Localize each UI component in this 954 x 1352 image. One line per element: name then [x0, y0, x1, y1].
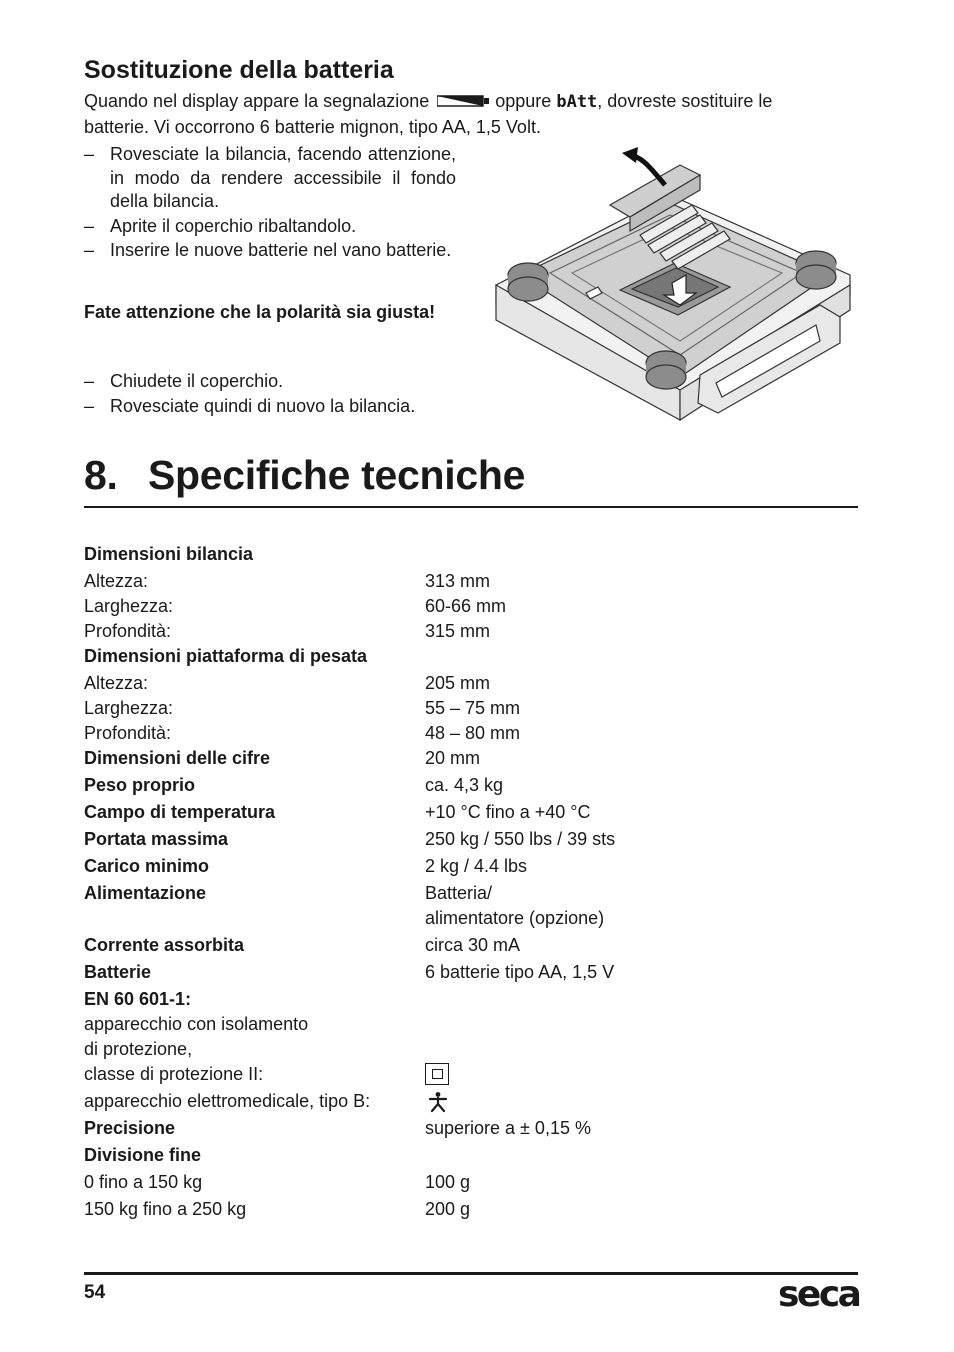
- spec-label: Batterie: [84, 962, 152, 982]
- spec-row: [84, 1116, 858, 1143]
- spec-value: 55 – 75 mm: [425, 698, 521, 718]
- spec-table: [84, 542, 858, 1224]
- spec-row: [84, 933, 858, 960]
- spec-row: [84, 594, 858, 619]
- spec-value: 205 mm: [425, 673, 491, 693]
- spec-row: [84, 721, 858, 746]
- spec-label: Precisione: [84, 1118, 176, 1138]
- intro-text-3: batterie. Vi occorrono 6 batterie mignon, tipo AA, 1,5 Volt.: [84, 117, 541, 137]
- spec-row: [84, 696, 858, 721]
- section-heading-battery: Sostituzione della batteria: [84, 56, 394, 84]
- spec-row: [84, 569, 858, 594]
- spec-label: EN 60 601-1:: [84, 989, 192, 1009]
- spec-row: [84, 1170, 858, 1197]
- spec-label: classe di protezione II:: [84, 1064, 264, 1084]
- seca-logo: seca: [778, 1274, 860, 1315]
- spec-label: Larghezza:: [84, 596, 174, 616]
- spec-value: circa 30 mA: [425, 935, 521, 955]
- spec-value: 250 kg / 550 lbs / 39 sts: [425, 829, 616, 849]
- spec-label: Portata massima: [84, 829, 229, 849]
- spec-value: 6 batterie tipo AA, 1,5 V: [425, 962, 615, 982]
- dash: –: [84, 396, 95, 416]
- spec-value: 60-66 mm: [425, 596, 507, 616]
- dash: –: [84, 144, 95, 164]
- spec-label: Altezza:: [84, 571, 149, 591]
- spec-value: 20 mm: [425, 748, 481, 768]
- spec-row: [84, 1089, 858, 1116]
- spec-group-label: Divisione fine: [84, 1145, 202, 1165]
- spec-row: [84, 881, 858, 933]
- spec-label: Alimentazione: [84, 883, 207, 903]
- list-item: [84, 369, 456, 394]
- spec-row: [84, 827, 858, 854]
- spec-row: [84, 671, 858, 696]
- batt-display-code: bAtt: [556, 92, 598, 112]
- spec-group-label: Dimensioni bilancia: [84, 544, 254, 564]
- list-item: [84, 143, 456, 214]
- battery-low-icon: [437, 94, 489, 108]
- spec-row: [84, 960, 858, 987]
- list-item: [84, 215, 456, 239]
- spec-value: 48 – 80 mm: [425, 723, 521, 743]
- footer-divider: [84, 1272, 858, 1275]
- section-title: Specifiche tecniche: [148, 452, 526, 498]
- spec-value: alimentatore (opzione): [425, 908, 605, 928]
- spec-group-label: Dimensioni piattaforma di pesata: [84, 646, 368, 666]
- spec-row: [84, 987, 858, 1012]
- spec-row: [84, 854, 858, 881]
- spec-value: Batteria/: [425, 883, 493, 903]
- spec-label: 0 fino a 150 kg: [84, 1172, 203, 1192]
- spec-row: [84, 542, 858, 569]
- spec-label: Dimensioni delle cifre: [84, 748, 271, 768]
- spec-label: di protezione,: [84, 1039, 193, 1059]
- step-text: Chiudete il coperchio.: [110, 371, 284, 391]
- spec-label: 150 kg fino a 250 kg: [84, 1199, 247, 1219]
- spec-label: Larghezza:: [84, 698, 174, 718]
- spec-label: Peso proprio: [84, 775, 196, 795]
- spec-row: [84, 644, 858, 671]
- page-number: 54: [84, 1282, 106, 1303]
- list-item: [84, 239, 456, 263]
- spec-label: Carico minimo: [84, 856, 210, 876]
- step-text: Rovesciate la bilancia, facendo attenzione, in modo da rendere accessibile il fondo della bilancia.: [110, 144, 456, 211]
- step-text: Inserire le nuove batterie nel vano batterie.: [110, 240, 452, 260]
- divider: [84, 506, 858, 508]
- battery-steps-list-2: [84, 369, 456, 419]
- dash: –: [84, 215, 95, 236]
- spec-value: 200 g: [425, 1199, 471, 1219]
- spec-value: 2 kg / 4.4 lbs: [425, 856, 528, 876]
- dash: –: [84, 371, 95, 391]
- protection-class-ii-icon: [425, 1063, 449, 1085]
- intro-text-2: , dovreste sostituire le: [597, 91, 773, 111]
- spec-value: 100 g: [425, 1172, 471, 1192]
- polarity-warning: Fate attenzione che la polarità sia giusta!: [84, 302, 436, 322]
- spec-row: [84, 619, 858, 644]
- spec-row: [84, 1062, 858, 1089]
- spec-label: Corrente assorbita: [84, 935, 245, 955]
- scale-battery-illustration: [490, 145, 858, 425]
- intro-oppure: oppure: [495, 91, 552, 111]
- battery-steps-list: [84, 143, 456, 264]
- spec-value: superiore a ± 0,15 %: [425, 1118, 591, 1138]
- step-text: Aprite il coperchio ribaltandolo.: [110, 215, 357, 236]
- spec-row: [84, 1143, 858, 1170]
- spec-row: [84, 1037, 858, 1062]
- spec-value: ca. 4,3 kg: [425, 775, 504, 795]
- spec-row: [84, 773, 858, 800]
- intro-text-1: Quando nel display appare la segnalazione: [84, 91, 430, 111]
- spec-label: Altezza:: [84, 673, 149, 693]
- spec-label: apparecchio con isolamento: [84, 1014, 309, 1034]
- spec-label: Campo di temperatura: [84, 802, 276, 822]
- list-item: [84, 394, 456, 419]
- step-text: Rovesciate quindi di nuovo la bilancia.: [110, 396, 416, 416]
- spec-row: [84, 800, 858, 827]
- spec-row: [84, 746, 858, 773]
- spec-row: [84, 1197, 858, 1224]
- section-number: 8.: [84, 452, 118, 498]
- spec-value: 313 mm: [425, 571, 491, 591]
- type-b-applied-part-icon: [427, 1091, 449, 1113]
- spec-label: Profondità:: [84, 723, 172, 743]
- dash: –: [84, 240, 95, 260]
- spec-label: apparecchio elettromedicale, tipo B:: [84, 1091, 371, 1111]
- battery-intro: [84, 89, 858, 140]
- spec-label: Profondità:: [84, 621, 172, 641]
- spec-row: [84, 1012, 858, 1037]
- spec-value: +10 °C fino a +40 °C: [425, 802, 591, 822]
- page-title: [84, 452, 525, 499]
- spec-value: 315 mm: [425, 621, 491, 641]
